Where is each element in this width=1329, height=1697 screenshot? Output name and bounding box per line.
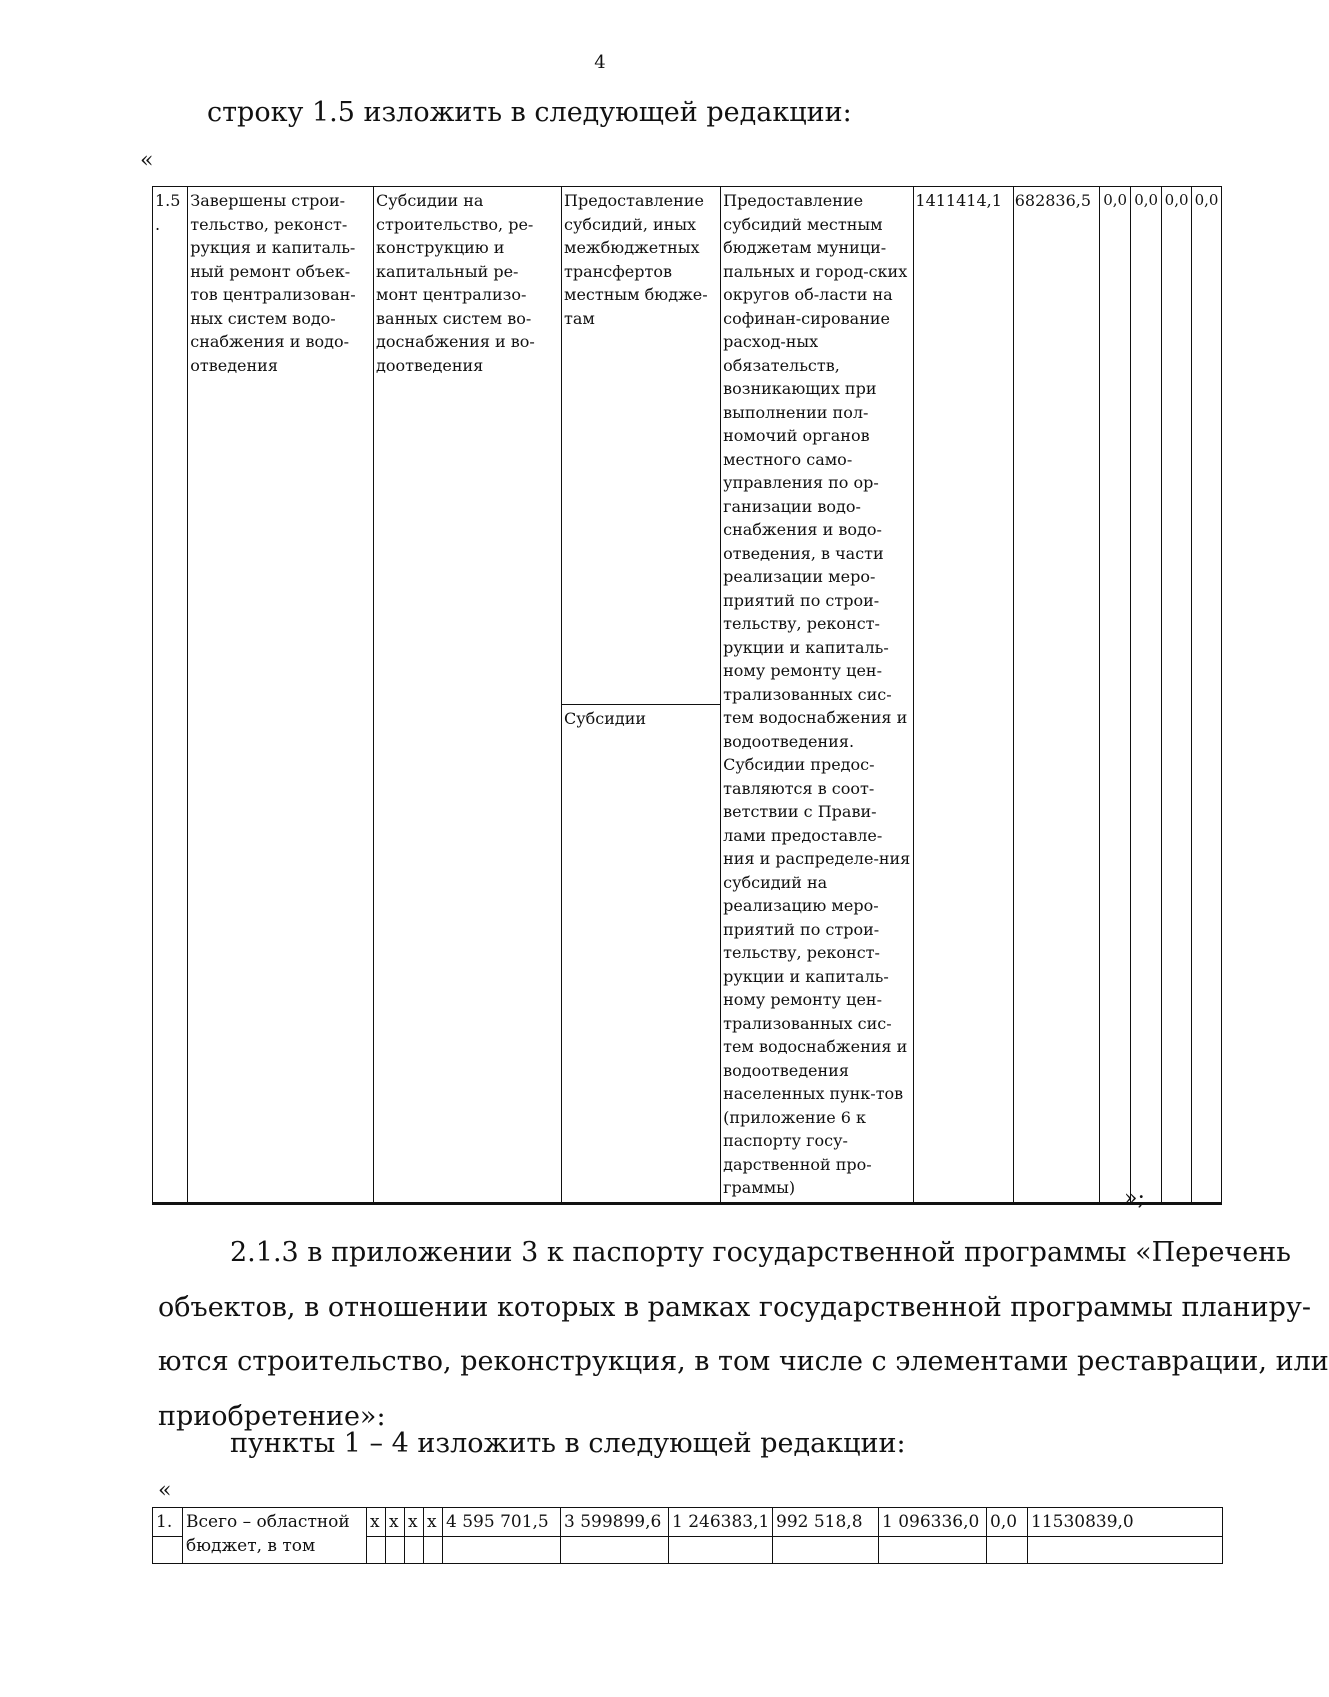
value-cell-3: 0,0 xyxy=(1100,187,1131,1204)
table-row-1-5 xyxy=(152,186,1222,1197)
result-cell: Завершены строи-тельство, реконст-рукция и капиталь-ный ремонт объек-тов централизован-ных систем водо-снабжения и водо-отведения xyxy=(188,187,374,1204)
value-cell-5: 0,0 xyxy=(1162,187,1192,1204)
close-quote: »; xyxy=(1124,1186,1145,1211)
points-line: пункты 1 – 4 изложить в следующей редакции: xyxy=(230,1428,906,1459)
x-cell-3: x xyxy=(405,1508,424,1537)
measure-type-cell: Предоставление субсидий, иных межбюджетных трансфертов местным бюдже-там xyxy=(562,187,721,705)
para-line-3: ются строительство, реконструкция, в том числе с элементами реставрации, или xyxy=(158,1346,1329,1377)
x-cell-2: x xyxy=(386,1508,405,1537)
value-cell-4: 0,0 xyxy=(1131,187,1162,1204)
para-line-1: 2.1.3 в приложении 3 к паспорту государственной программы «Перечень xyxy=(230,1237,1291,1268)
intro-line: строку 1.5 изложить в следующей редакции: xyxy=(207,97,852,128)
table-points xyxy=(152,1507,1222,1564)
value-cell-5: 1 096336,0 xyxy=(879,1508,987,1537)
measure-name-cell: Субсидии на строительство, ре-конструкцию и капитальный ре-монт централизо-ванных систем во-доснабжения и во-доотведения xyxy=(374,187,562,1204)
open-quote: « xyxy=(140,148,154,173)
page-number: 4 xyxy=(594,52,606,73)
x-cell-1: x xyxy=(367,1508,386,1537)
value-cell-2: 3 599899,6 xyxy=(561,1508,669,1537)
x-cell-4: x xyxy=(424,1508,443,1537)
value-cell-6: 0,0 xyxy=(987,1508,1028,1537)
para-line-2: объектов, в отношении которых в рамках государственной программы планиру- xyxy=(158,1292,1311,1323)
subsidy-type-cell: Субсидии xyxy=(562,705,721,1203)
value-cell-2: 682836,5 xyxy=(1013,187,1100,1204)
value-cell-3: 1 246383,1 xyxy=(669,1508,773,1537)
open-quote-2: « xyxy=(158,1478,172,1503)
value-cell-1: 4 595 701,5 xyxy=(443,1508,561,1537)
object-name-cell: Всего – областной бюджет, в том xyxy=(183,1508,367,1564)
row-number-cell: 1. xyxy=(153,1508,183,1537)
value-cell-7: 11530839,0 xyxy=(1028,1508,1223,1537)
para-line-4: приобретение»: xyxy=(158,1401,386,1432)
value-cell-1: 1411414,1 xyxy=(914,187,1013,1204)
row-number-cell: 1.5. xyxy=(153,187,188,1204)
value-cell-4: 992 518,8 xyxy=(773,1508,879,1537)
value-cell-6: 0,0 xyxy=(1192,187,1222,1204)
description-cell: Предоставление субсидий местным бюджетам муници-пальных и город-ских округов об-ласти на софинан-сирование расход-ных обязательств, возникающих при выполнении пол-номочий органов местного само-управления по ор-ганизации водо-снабжения и водо-отведения, в части реализации меро-приятий по строи-тельству, реконст-рукции и капиталь-ному ремонту цен-трализованных сис-тем водоснабжения и водоотведения. Субсидии предос-тавляются в соот-ветствии с Прави-лами предоставле-ния и распределе-ния субсидий на реализацию меро-приятий по строи-тельству, реконст-рукции и капиталь-ному ремонту цен-трализованных сис-тем водоснабжения и водоотведения населенных пунк-тов (приложение 6 к паспорту госу-дарственной про-граммы) xyxy=(721,187,914,1204)
